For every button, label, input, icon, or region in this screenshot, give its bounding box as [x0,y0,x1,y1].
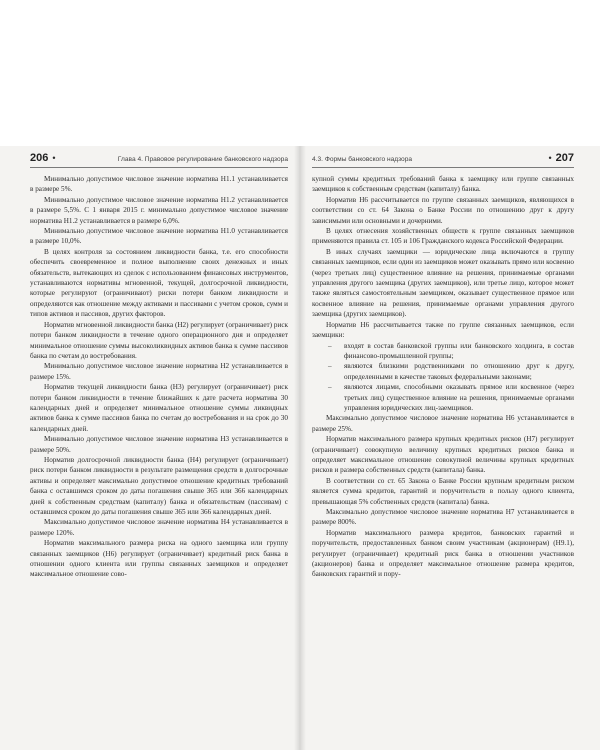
header-bullet-icon: • [548,153,552,163]
right-page-header [312,152,574,168]
paragraph: Минимально допустимое числовое значение норматива Н1.0 устанавливается в размере 10,0%. [30,227,288,246]
right-page-body [312,174,574,580]
list-item [328,361,574,382]
paragraph: Норматив Н6 рассчитывается по группе связанных заемщиков, являющихся в соответствии со ст. 64 Закона о Банке России по отношению друг к другу зависимыми или основными и дочерними. [312,195,574,225]
paragraph: Норматив долгосрочной ликвидности банка (Н4) регулирует (ограничивает) риск потери банком ликвидности в результате размещения средств в долгосрочные активы и определяет максимально допустимое отношение кредитных требований банка с оставшимся сроком до даты погашения свыше 365 или 366 календарных дней к собственным средствам (капиталу) банка и обязательствам (пассивам) с оставшимся сроком до даты погашения свыше 365 или 366 календарных дней. [30,455,288,516]
paragraph: В целях контроля за состоянием ликвидности банка, т.е. его способности обеспечить своевременное и полное выполнение своих денежных и иных обязательств, вытекающих из сделок с использованием финансовых инструментов, устанавливаются нормативы мгновенной, текущей, долгосрочной ликвидности, которые регулируют (ограничивают) риски потери банком ликвидности и определяются как отношение между активами и пассивами с учетом сроков, сумм и типов активов и пассивов, других факторов. [30,247,288,319]
left-page-header [30,152,288,168]
list-item-text: входят в состав банковской группы или банковского холдинга, в состав финансово-промышленной группы; [344,341,574,360]
paragraph: Минимально допустимое числовое значение норматива Н1.2 устанавливается в размере 5,5%. С 1 января 2015 г. минимально допустимое числовое значение норматива Н1.2 устанавливается в размере 6,0%. [30,195,288,225]
left-page-body [30,174,288,580]
right-page [312,152,574,580]
paragraph: Норматив максимального размера риска на одного заемщика или группу связанных заемщиков (Н6) регулирует (ограничивает) кредитный риск банка в отношении одного клиента или группы связанных заемщиков и определяет максимальное отношение сово- [30,539,288,579]
paragraph: Норматив мгновенной ликвидности банка (Н2) регулирует (ограничивает) риск потери банком ликвидности в течение одного операционного дня и определяет минимальное отношение суммы высоколиквидных активов банка к сумме пассивов банка по счетам до востребования. [30,320,288,360]
list-item [328,382,574,413]
paragraph: купной суммы кредитных требований банка к заемщику или группе связанных заемщиков к собственным средствам (капиталу) банка. [312,175,574,194]
paragraph: Норматив максимального размера крупных кредитных рисков (Н7) регулирует (ограничивает) совокупную величину крупных кредитных рисков банка и определяет максимальное отношение совокупной величины крупных кредитных рисков и размера собственных средств (капитала) банка. [312,435,574,475]
paragraph: Минимально допустимое числовое значение норматива Н2 устанавливается в размере 15%. [30,362,288,381]
paragraph: В соответствии со ст. 65 Закона о Банке России крупным кредитным риском является сумма кредитов, гарантий и поручительств в пользу одного клиента, превышающая 5% собственных средств (капитала) банка. [312,476,574,506]
paragraph: Норматив максимального размера кредитов, банковских гарантий и поручительств, предоставленных банком своим участникам (акционерам) (Н9.1), регулирует (ограничивает) кредитный риск банка в отношении участников (акционеров) банка и определяет максимальное отношение размера кредитов, банковских гарантий и пору- [312,528,574,579]
right-page-number: 207 [555,152,574,164]
dash-icon: – [328,362,332,371]
paragraph: В целях отнесения хозяйственных обществ к группе связанных заемщиков применяются правила ст. 105 и 106 Гражданского кодекса Российской Федерации. [312,227,574,246]
paragraph: Максимально допустимое числовое значение норматива Н4 устанавливается в размере 120%. [30,518,288,537]
list-item [328,341,574,362]
book-gutter [294,146,306,750]
left-page [30,152,288,580]
paragraph: Минимально допустимое числовое значение норматива Н3 устанавливается в размере 50%. [30,435,288,454]
list-item-text: являются близкими родственниками по отношению друг к другу, определенными в качестве таковых федеральными законами; [344,362,574,381]
dash-icon: – [328,341,332,350]
dash-icon: – [328,383,332,392]
paragraph: Норматив текущей ликвидности банка (Н3) регулирует (ограничивает) риск потери банком ликвидности в течение ближайших к дате расчета норматива 30 календарных дней и определяет минимальное отношение суммы ликвидных активов банка к сумме пассивов банка по счетам до востребования и на срок до 30 календарных дней. [30,383,288,433]
paragraph: В иных случаях заемщики — юридические лица включаются в группу связанных заемщиков, если один из заемщиков может оказывать прямо или косвенно (через третьих лиц) существенное влияние на решения, принимаемые органами управления другого заемщика (других заемщиков), или третье лицо, которое может также являться самостоятельным заемщиком, оказывает существенное прямое или косвенное влияние на решения, принимаемые органами управления другого заемщика (других заемщиков). [312,247,574,319]
paragraph: Максимально допустимое числовое значение норматива Н6 устанавливается в размере 25%. [312,414,574,433]
right-running-title: 4.3. Формы банковского надзора [312,156,413,163]
left-running-title: Глава 4. Правовое регулирование банковского надзора [117,156,288,163]
paragraph: Норматив Н6 рассчитывается также по группе связанных заемщиков, если заемщики: [312,320,574,340]
header-bullet-icon: • [52,153,56,163]
borrower-conditions-list [312,341,574,414]
paragraph: Минимально допустимое числовое значение норматива Н1.1 устанавливается в размере 5%. [30,175,288,194]
paragraph: Максимально допустимое числовое значение норматива Н7 устанавливается в размере 800%. [312,508,574,527]
list-item-text: являются лицами, способными оказывать прямое или косвенное (через третьих лиц) существенное влияние на решения, принимаемые органами управления юридических лиц-заемщиков. [344,383,574,412]
left-page-number: 206 [30,152,49,164]
